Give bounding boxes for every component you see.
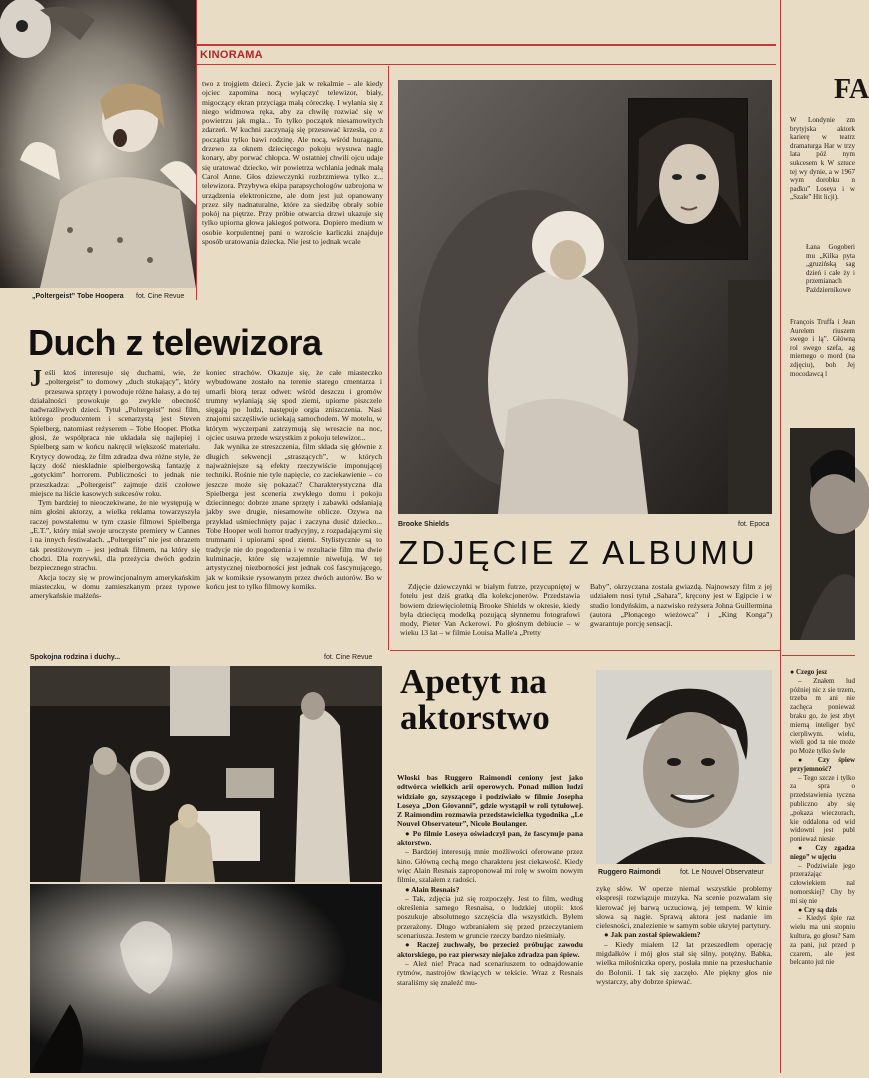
ghost-photo bbox=[30, 884, 382, 1073]
column-divider-left bbox=[196, 0, 197, 300]
section-header-rule-bottom bbox=[196, 64, 776, 65]
brooke-caption-name: Brooke Shields bbox=[398, 521, 449, 528]
column-divider-center bbox=[388, 66, 389, 650]
right-column-photo bbox=[790, 428, 855, 640]
duch-col1-para-1: Jeśli ktoś interesuje się duchami, wie, że „poltergeist” to domowy „duch stukający”, który przesuwa sprzęty i powoduje różne hałasy, a do tej działalności prowokuje go zwykle obecność nadwrażliwych dzieci. Tytuł „Poltergeist” nosi film, którego producentem i scenarzystą jest Steven Spielberg, natomiast reżyserem – Tobe Hooper. Plotka głosi, że współpraca nie układała się najlepiej i Spielberg sam w końcu nakręcił większość materiału. Krytycy dowodzą, że film zdradza dwa różne style, że łączy dość nieskładnie spielbergowską fantazję z „gotyckim” horrorem. Publiczności to jednak nie przeszkadza: „Poltergeist” zajmuje dziś czołowe miejsce na liście kasowych sukcesów roku. bbox=[30, 366, 200, 498]
duch-col1-para-3: Akcja toczy się w prowincjonalnym amerykańskim miasteczku, w domu zamieszkanym przez typowe amerykańskie małżeńs- bbox=[30, 572, 200, 601]
apetyt-question-3: ● Raczej zuchwały, bo przecież próbując zawodu aktorskiego, po raz pierwszy niejako zdradza pan śpiew. bbox=[397, 940, 583, 959]
raimondi-illustration bbox=[596, 670, 772, 864]
right-column-top-text: W Londynie zm brytyjska aktork karierę w teatrz dramaturga Har w trzy lata póź nym sukcesem k W sztuce tej wy dynie, a w 1967 wym dorobku n padku” Loseya i w „Szale” Hit licji). bbox=[790, 116, 855, 202]
duch-col1-para-2: Tym bardziej to nieoczekiwane, że nie występują w nim głośni aktorzy, a wielka reklama towarzyszyła raczej powstałemu w tym czasie filmowi Spielberga „E.T.”, który miał swoje uroczyste premiery w Cannes i na innych festiwalach. „Poltergeist” nie jest obrazem tak prestiżowym – jest jednak filmem, na który się chodzi. Dla rozrywki, dla przeżycia dwóch godzin bezpiecznego strachu. bbox=[30, 498, 200, 573]
apetyt-question-4: ● Jak pan został śpiewakiem? bbox=[604, 930, 701, 940]
duch-intro-column bbox=[202, 79, 383, 319]
horizontal-divider-mid bbox=[390, 650, 780, 651]
poltergeist-photo bbox=[0, 0, 196, 288]
apetyt-column-2 bbox=[596, 884, 772, 1073]
ghost-photo-illustration bbox=[30, 884, 382, 1073]
duch-dropcap: J bbox=[30, 366, 42, 392]
apetyt-col2-text: zykę słów. W operze niemal wszystkie problemy ekspresji rozwiązuje muzyka. Na scenie pozwalam się kierować jej barwą uczuciową, jej tempem. W kinie słowa są nagie. Sprawą aktora jest nadanie im cielesności, znalezienie w samym sobie ukrytej partytury. bbox=[596, 884, 772, 931]
duch-col2-para-1: koniec strachów. Okazuje się, że całe miasteczko wybudowane zostało na terenie starego cmentarza i umarli biorą teraz odwet: wśród deszczu i gromów trumny wyłaniają się spod ziemi, upiorne piszczele sięgają po ludzi, następuje orgia zniszczenia. Nasi znajomi szczęśliwie uciekają samochodem. W motelu, w którym wyczerpani zatrzymują się wreszcie na noc, ojciec usuwa przede wszystkim z pokoju telewizor... bbox=[206, 368, 382, 443]
apetyt-question-2: ● Alain Resnais? bbox=[405, 884, 460, 894]
right-photo-illustration bbox=[790, 428, 855, 640]
section-label: KINORAMA bbox=[200, 49, 263, 61]
zdjecie-col1-text: Zdjęcie dziewczynki w białym futrze, przycupniętej w fotelu jest dziś gratką dla kolekcjonerów. Przedstawia bowiem dziewięcioletnią Brooke Shields w okresie, kiedy była dziecięcą modelką pozującą słynnemu fotografowi mody, Pieter Van Ackerowi. Po głośnym debiucie – w wieku 13 lat – w filmie Louisa Malle'a „Pretty bbox=[400, 582, 580, 638]
brooke-caption-credit: fot. Epoca bbox=[738, 521, 770, 528]
family-photo-caption: Spokojna rodzina i duchy... bbox=[30, 654, 121, 661]
poltergeist-photo-credit: fot. Cine Revue bbox=[136, 293, 185, 300]
zdjecie-col2-text: Baby”, okrzyczana została gwiazdą. Najnowszy film z jej udziałem nosi tytuł „Sahara”, kręcony jest w Egipcie i w studio londyńskim, a nazwisko reżysera Johna Guillermina (autora „Płonącego wieżowca” i „King Konga”) gwarantuje porcję sensacji. bbox=[590, 582, 772, 629]
duch-body-column-1 bbox=[30, 368, 200, 648]
zdjecie-headline: ZDJĘCIE Z ALBUMU bbox=[398, 534, 758, 571]
family-photo-credit: fot. Cine Revue bbox=[324, 654, 373, 661]
apetyt-headline: Apetyt na aktorstwo bbox=[400, 662, 550, 737]
family-photo bbox=[30, 666, 382, 882]
right-column-bottom-text: ● Czego jesz – Znałem lud później nic z sie trzem, trzeba m ani nie zachęca ponieważ braku go, że jest zbyt mierną inteliger być cierpliwym. wielu, wieli god ta nie może po Może tylko śwle ● Czy śpiew przyjemność? – Tego szcze i tylko za spra o przedstawienia tyczna publiczno aby się „pokaza wieczorach, kie oddalona od wid widowni jest publ ponieważ niesie ● Czy zgadza niego” w ujęciu – Podziwiale jego przerażając człowiekiem nal nomorskiej? Chy by mi się nie ● Czy są dzis – Kiedyś śpie raz wielu ma uni stopniu kultura, go głosu? Sam za pani, już przed p czarem, ale jest belcanto już nie bbox=[790, 668, 856, 967]
poltergeist-photo-caption: „Poltergeist” Tobe Hoopera bbox=[32, 293, 124, 300]
duch-col2-para-2: Jak wynika ze streszczenia, film składa się głównie z długich sekwencji „straszących”, w których najważniejsze są efekty rzeczywiście imponującej techniki. Rośnie nie tyle napięcie, co zaciekawienie – co jeszcze może się pokazać? Charakterystyczna dla Spielberga jest sceneria zwykłego domu i pokoju dziecinnego: dobrze znane sprzęty i zabawki odsłaniają jakby swe drugie, niesamowite oblicze. Ozywa na przykład uśmiechnięty pajac i zaczyna dusić dziecko... Tobe Hooper woli horror tradycyjny, z rozpadającymi się trumnami i upiorami spod ziemi. Stylistycznie są to tradycje nie do pogodzenia i w rezultacie film ma dwie kulminacje, które się wzajemnie niwelują. W tej artystycznej niezborności jest jednak coś fascynującego, jak w komiksie rysowanym przez dwóch autorów. Bo w końcu jest to tylko filmowy komiks. bbox=[206, 442, 382, 591]
right-headline-fragment: FA bbox=[834, 74, 869, 105]
raimondi-caption-credit: fot. Le Nouvel Observateur bbox=[680, 869, 764, 876]
brooke-shields-portrait-inset bbox=[628, 98, 748, 260]
poltergeist-photo-illustration bbox=[0, 0, 196, 288]
apetyt-answer-2: – Tak, zdjęcia już się rozpoczęły. Jest to film, według określenia samego Resnaisa, o ludzkiej utopii: ktoś poszukuje absolutnego szczęścia dla wszystkich. Byłem przerażony. Długo wzbraniałem się przed przeczytaniem scenariusza. Jestem w gruncie rzeczy bardzo nieśmiały. bbox=[397, 893, 583, 941]
horizontal-divider-right bbox=[782, 655, 855, 656]
right-column-lower-text: François Truffa i Jean Aurelem riuszem swego i lą”. Główną rol swego szefa, ag miernego o mord (na zdjęciu), boh Jej mocodawcą l bbox=[790, 318, 855, 378]
zdjecie-column-2 bbox=[590, 582, 772, 650]
apetyt-column-1 bbox=[397, 773, 583, 1073]
family-photo-illustration bbox=[30, 666, 382, 882]
section-header-rule-top bbox=[196, 44, 776, 46]
raimondi-caption-name: Ruggero Raimondi bbox=[598, 869, 661, 876]
apetyt-answer-4: – Kiedy miałem 12 lat przeszedłem operację migdałków i mój głos stał się silny, potężny. Babka, wielka miłośniczka opery, posłała mnie na przesłuchanie do Bolonii. I tak się zaczęło. Ale piękny głos nie wystarczy, aby dobrze śpiewać. bbox=[596, 939, 772, 986]
duch-intro-text: two z trojgiem dzieci. Życie jak w rekalmie – ale kiedy ojciec zapomina nocą wyłączyć telewizor, biały, migoczący ekran przyciąga małą córeczkę. I wyłania się z niego widmowa ręka, aby za chwilę rozwiać się w powietrzu jak mgła... To tylko początek niesamowitych zdarzeń. W kuchni zaczynają się przesuwać krzesła, co z początku tylko bawi rodzinę. Ale nocą, wśród huraganu, drzewo za oknem dziecięcego pokoju wysuwa nagle konary, aby porwać chłopca. W ostatniej chwili ojcu udaje się uratować dziecko, wir powietrza wchłania jednak małą Carol Anne. Głos dziewczynki rozbrzmiewa tylko z... telewizora. Przybywa ekipa parapsychologów uzbrojona w urządzenia elektroniczne, ale dom jest już opanowany przez siły nadnaturalne, które za siedzibę obrały sobie pokój na piętrze. Przy próbie otwarcia drzwi ukazuje się tylko upiorna głowa jakiegoś potwora. Dopiero medium w osobie korpulentnej pani o wzroście karliczki znajduje sposób uratowania dziecka. Nie jest to jednak wcale bbox=[202, 79, 383, 247]
duch-body-column-2 bbox=[206, 368, 382, 650]
zdjecie-column-1 bbox=[400, 582, 580, 650]
apetyt-question-1: ● Po filmie Loseya oświadczył pan, że fascynuje pana aktorstwo. bbox=[397, 828, 583, 848]
apetyt-answer-1: – Bardziej interesują mnie możliwości oferowane przez kino. Główną cechą mego charakteru jest ciekawość. Kiedy więc Alain Resnais zaproponował mi rolę w swoim nowym filmie, szalałem z radości. bbox=[397, 847, 583, 885]
ruggero-raimondi-photo bbox=[596, 670, 772, 864]
apetyt-answer-3: – Ależ nie! Praca nad scenariuszem to odnajdowanie rytmów, nastrojów tkwiących w tekście. Wraz z Resnais staraliśmy się znaleźć mu- bbox=[397, 958, 583, 987]
apetyt-lead: Włoski bas Ruggero Raimondi ceniony jest jako odtwórca wielkich arii operowych. Ponad milion ludzi widziało go, szyszącego i podziwiało w filmie Josepha Loseya „Don Giovanni”, gdzie wystąpił w roli tytułowej. Z Raimondim rozmawia przedstawicielka tygodnika „Le Nouvel Observateur”, Nicole Boulanger. bbox=[397, 773, 583, 829]
right-column-mid-text: Łana Gogoberi mu „Kilka pyta „gruzińską sag dzień i całe ży i przemianach Październikowe bbox=[806, 243, 855, 294]
brooke-portrait-illustration bbox=[629, 99, 747, 259]
duch-headline: Duch z telewizora bbox=[28, 322, 322, 363]
column-divider-right bbox=[780, 0, 781, 1073]
